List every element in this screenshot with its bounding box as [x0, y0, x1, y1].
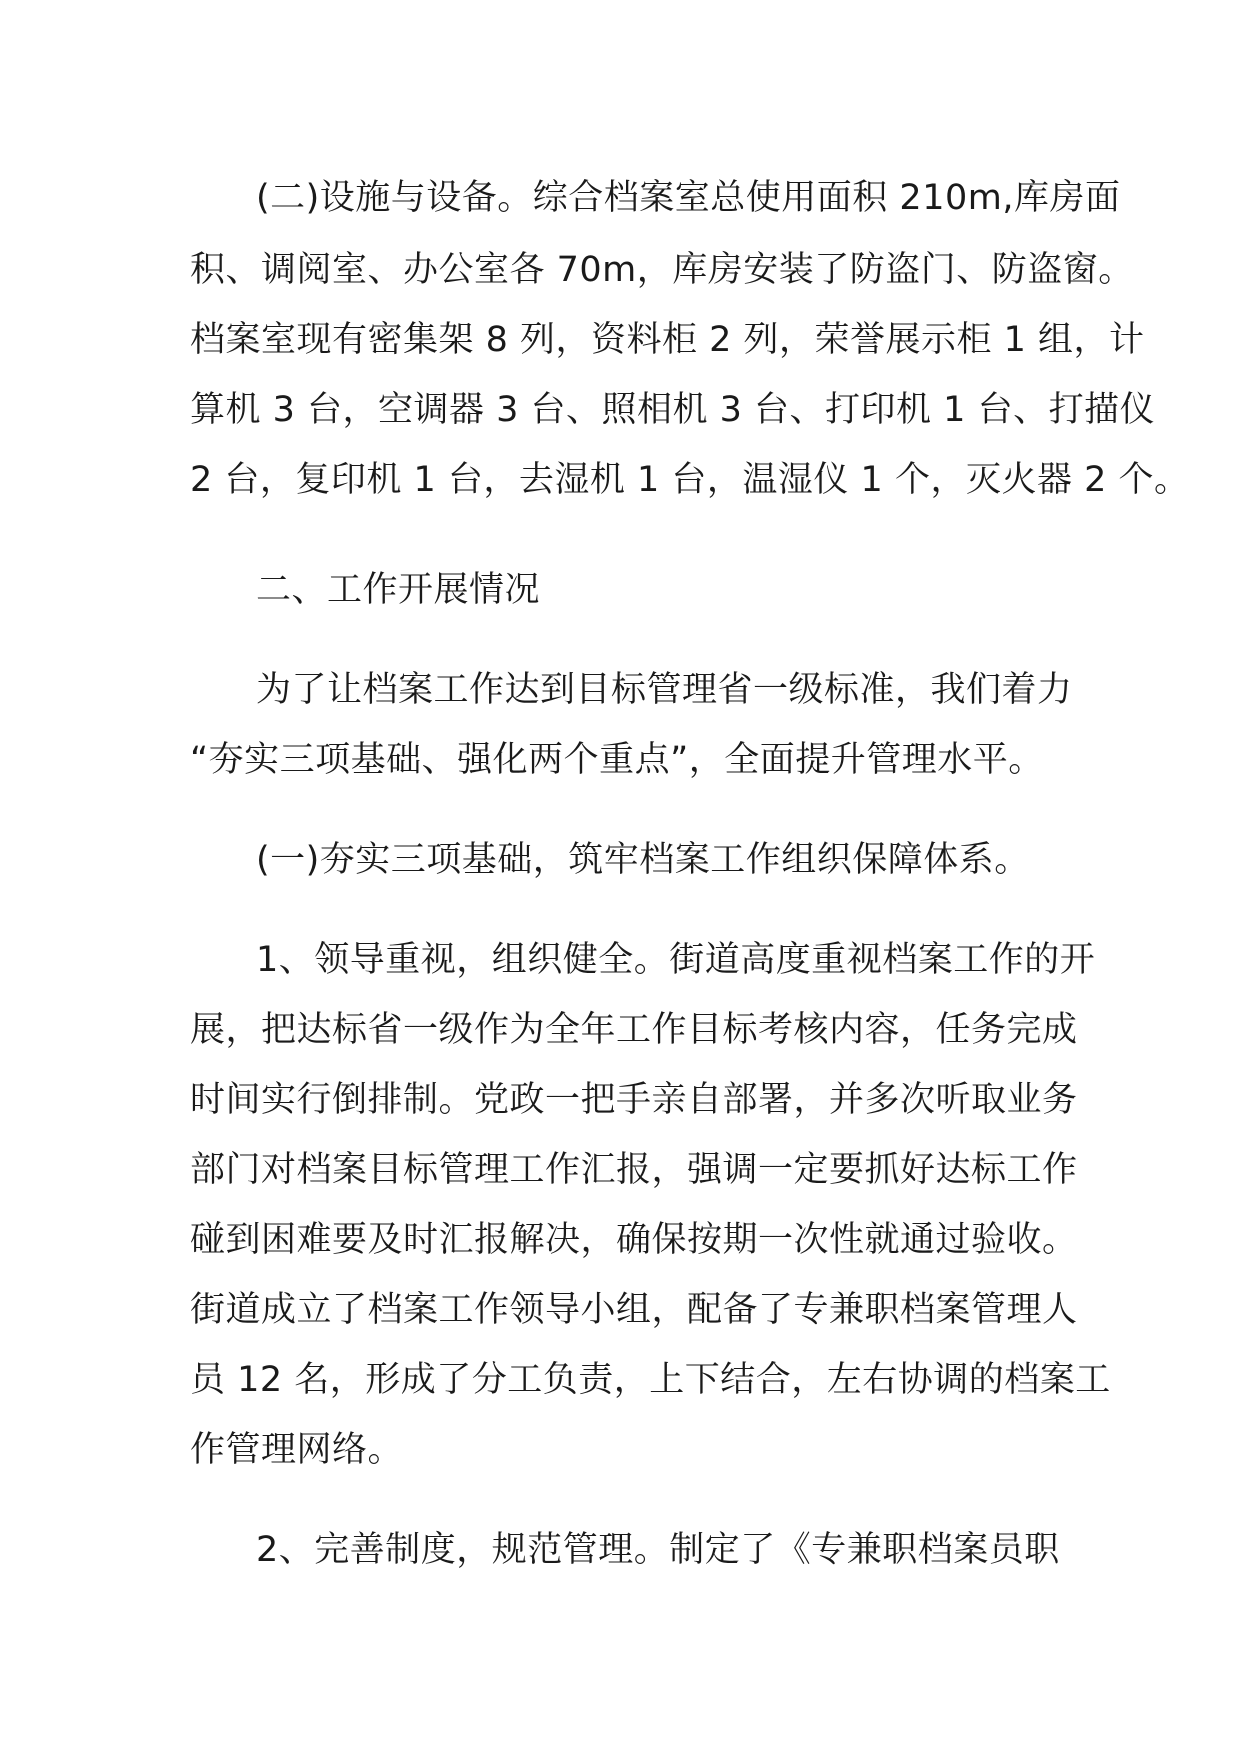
paragraph-leadership-line-5: 碰到困难要及时汇报解决，确保按期一次性就通过验收。	[190, 1220, 1078, 1260]
paragraph-leadership-line-6: 街道成立了档案工作领导小组，配备了专兼职档案管理人	[190, 1290, 1078, 1330]
paragraph-facilities-line-4: 算机 3 台，空调器 3 台、照相机 3 台、打印机 1 台、打描仪	[190, 390, 1156, 430]
paragraph-leadership-line-3: 时间实行倒排制。党政一把手亲自部署，并多次听取业务	[190, 1080, 1078, 1120]
paragraph-facilities-line-5: 2 台，复印机 1 台，去湿机 1 台，温湿仪 1 个，灭火器 2 个。	[190, 460, 1190, 500]
paragraph-leadership-line-8: 作管理网络。	[190, 1430, 404, 1470]
paragraph-system-line-1: 2、完善制度，规范管理。制定了《专兼职档案员职	[256, 1530, 1060, 1570]
subsection-heading: (一)夯实三项基础，筑牢档案工作组织保障体系。	[256, 840, 1030, 880]
paragraph-intro-line-1: 为了让档案工作达到目标管理省一级标准，我们着力	[256, 670, 1073, 710]
paragraph-leadership-line-1: 1、领导重视，组织健全。街道高度重视档案工作的开	[256, 940, 1096, 980]
paragraph-intro-line-2: “夯实三项基础、强化两个重点”，全面提升管理水平。	[190, 740, 1044, 780]
paragraph-leadership-line-2: 展，把达标省一级作为全年工作目标考核内容，任务完成	[190, 1010, 1078, 1050]
paragraph-leadership-line-7: 员 12 名，形成了分工负责，上下结合，左右协调的档案工	[190, 1360, 1111, 1400]
paragraph-facilities-line-1: (二)设施与设备。综合档案室总使用面积 210m,库房面	[256, 178, 1121, 218]
section-heading: 二、工作开展情况	[256, 570, 541, 610]
paragraph-facilities-line-2: 积、调阅室、办公室各 70m，库房安装了防盗门、防盗窗。	[190, 250, 1134, 290]
paragraph-leadership-line-4: 部门对档案目标管理工作汇报，强调一定要抓好达标工作	[190, 1150, 1078, 1190]
paragraph-facilities-line-3: 档案室现有密集架 8 列，资料柜 2 列，荣誉展示柜 1 组，计	[190, 320, 1145, 360]
